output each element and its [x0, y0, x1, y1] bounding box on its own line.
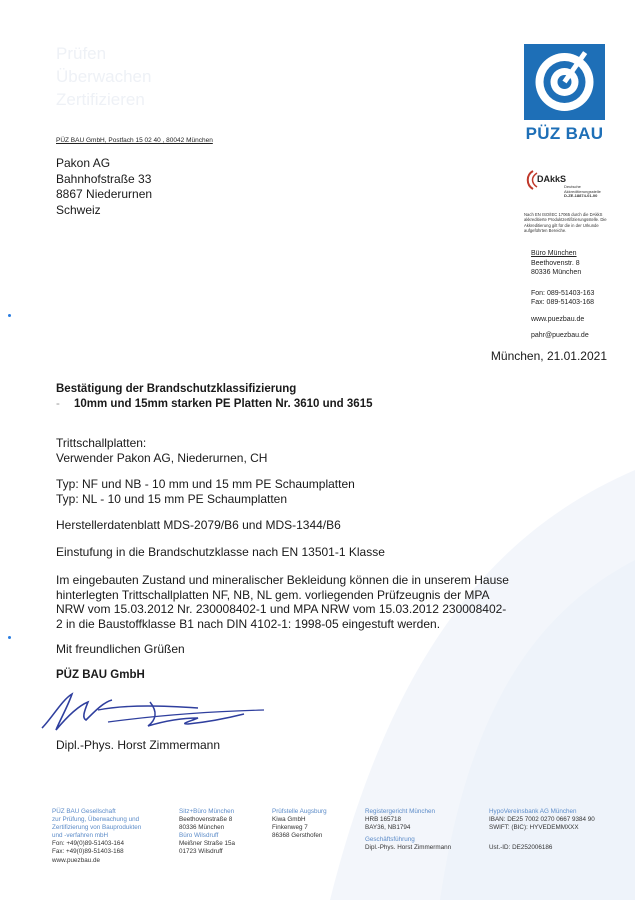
- paragraph-usage: [56, 436, 267, 465]
- footer-title: Geschäftsführung: [365, 836, 415, 844]
- footer-title: HypoVereinsbank AG München: [489, 808, 577, 815]
- paragraph-line: 2 in die Baustoffklasse B1 nach DIN 4102-1: 1998-05 eingestuft werden.: [56, 616, 441, 631]
- sender-address-line: PÜZ BAU GmbH, Postfach 15 02 40 , 80042 München: [56, 137, 213, 144]
- footer-title: Sitz+Büro München: [179, 808, 235, 815]
- footer-bank: [489, 808, 595, 852]
- footer-offices: [179, 808, 235, 857]
- dakks-name: DAkkS: [537, 174, 567, 184]
- tagline: [56, 42, 151, 111]
- handwritten-signature: [38, 688, 268, 736]
- recipient-line: Pakon AG: [56, 156, 111, 170]
- paragraph-types: [56, 477, 355, 506]
- paragraph-statement: [56, 573, 509, 631]
- footer-title: Registergericht München: [365, 808, 436, 815]
- paragraph-line: Typ: NL - 10 und 15 mm PE Schaumplatten: [56, 491, 288, 506]
- footer-company: [52, 808, 141, 865]
- margin-mark: [8, 636, 11, 639]
- tagline-line: Überwachen: [56, 67, 152, 86]
- subject: [56, 382, 373, 411]
- subject-line-2-text: 10mm und 15mm starken PE Platten Nr. 3610 und 3615: [74, 397, 373, 410]
- footer-line: Kiwa GmbH: [272, 816, 306, 824]
- tagline-line: Prüfen: [56, 44, 107, 63]
- paragraph-line: Im eingebauten Zustand und mineralischer Bekleidung können die in unserem Hause: [56, 573, 509, 587]
- paragraph-line: Verwender Pakon AG, Niederurnen, CH: [56, 450, 268, 465]
- paragraph-classification: Einstufung in die Brandschutzklasse nach EN 13501-1 Klasse: [56, 545, 385, 559]
- subject-line-1: Bestätigung der Brandschutzklassifizierung: [56, 383, 297, 395]
- office-fax: Fax: 089-51403-168: [531, 299, 595, 306]
- subject-line-2: [56, 397, 373, 412]
- dakks-sub-line: Deutsche: [564, 184, 581, 189]
- recipient-line: Bahnhofstraße 33: [56, 171, 152, 186]
- tagline-line: Zertifizieren: [56, 90, 145, 109]
- letter-date: München, 21.01.2021: [490, 349, 607, 363]
- dakks-subtitle: [564, 185, 601, 199]
- dakks-sub-line: D-ZE-18874-01-00: [564, 193, 598, 199]
- logo-text: PÜZ BAU: [525, 124, 604, 143]
- office-street: Beethovenstr. 8: [531, 259, 580, 267]
- closing: Mit freundlichen Grüßen: [56, 642, 185, 656]
- footer-line: Finkenweg 7: [272, 824, 308, 832]
- footer-line: und -verfahren mbH: [52, 832, 108, 840]
- office-contact: [531, 249, 594, 341]
- recipient-line: 8867 Niederurnen: [56, 187, 153, 201]
- footer-title: Prüfstelle Augsburg: [272, 808, 327, 815]
- footer-line: Zertifizierung von Bauprodukten: [52, 824, 142, 832]
- footer-line: 80336 München: [179, 824, 225, 832]
- office-heading: Büro München: [531, 250, 577, 257]
- footer-title: Büro Wilsdruff: [179, 832, 219, 840]
- paragraph-line: Typ: NF und NB - 10 mm und 15 mm PE Schaumplatten: [56, 477, 355, 491]
- footer-test-lab: [272, 808, 327, 840]
- paragraph-datasheet: Herstellerdatenblatt MDS-2079/B6 und MDS-1344/B6: [56, 518, 341, 532]
- footer-line: HRB 165718: [365, 816, 402, 824]
- office-city: 80336 München: [531, 269, 582, 276]
- footer-line: zur Prüfung, Überwachung und: [52, 816, 140, 824]
- footer-website[interactable]: www.puezbau.de: [52, 856, 100, 864]
- footer-title: PÜZ BAU Gesellschaft: [52, 808, 116, 815]
- dakks-icon: [524, 170, 538, 190]
- dakks-note: Nach EN ISO/IEC 17065 durch die DAkkS akkreditierte Produktzertifizierungsstelle. Die Akkreditierung gilt für die in der Urkunde aufgeführten Bereiche.: [524, 212, 607, 234]
- margin-mark: [8, 314, 11, 317]
- recipient-address: [56, 156, 152, 218]
- footer-line: 01723 Wilsdruff: [179, 848, 223, 856]
- signoff-company: PÜZ BAU GmbH: [56, 669, 145, 681]
- subject-dash: -: [56, 397, 60, 410]
- paragraph-line: Trittschallplatten:: [56, 436, 147, 450]
- office-phone: Fon: 089-51403-163: [531, 289, 595, 297]
- office-website[interactable]: www.puezbau.de: [531, 315, 585, 323]
- footer-line: Beethovenstraße 8: [179, 816, 233, 824]
- footer-vat-id: Ust.-ID: DE252006186: [489, 844, 553, 852]
- paragraph-line: hinterlegten Trittschallplatten NF, NB, NL gem. vorliegenden Prüfzeugnis der MPA: [56, 587, 490, 602]
- signer-name: Dipl.-Phys. Horst Zimmermann: [56, 738, 221, 752]
- footer-line: Meißner Straße 15a: [179, 840, 235, 848]
- recipient-line: Schweiz: [56, 202, 101, 217]
- footer-line: IBAN: DE25 7002 0270 0667 9384 90: [489, 816, 595, 824]
- footer-phone: Fon: +49(0)89-51403-164: [52, 840, 124, 848]
- footer-fax: Fax: +49(0)89-51403-168: [52, 848, 124, 856]
- footer-registry: [365, 808, 451, 852]
- footer-line: SWIFT: (BIC): HYVEDEMMXXX: [489, 824, 579, 832]
- paragraph-line: NRW vom 15.03.2012 Nr. 230008402-1 und MPA NRW vom 15.03.2012 230008402-: [56, 602, 507, 616]
- office-email[interactable]: pahr@puezbau.de: [531, 332, 589, 339]
- dakks-sub-line: Akkreditierungsstelle: [564, 188, 601, 194]
- footer-line: 86368 Gersthofen: [272, 832, 323, 840]
- footer-line: BAY36, NB1794: [365, 824, 411, 832]
- footer-line: Dipl.-Phys. Horst Zimmermann: [365, 844, 452, 852]
